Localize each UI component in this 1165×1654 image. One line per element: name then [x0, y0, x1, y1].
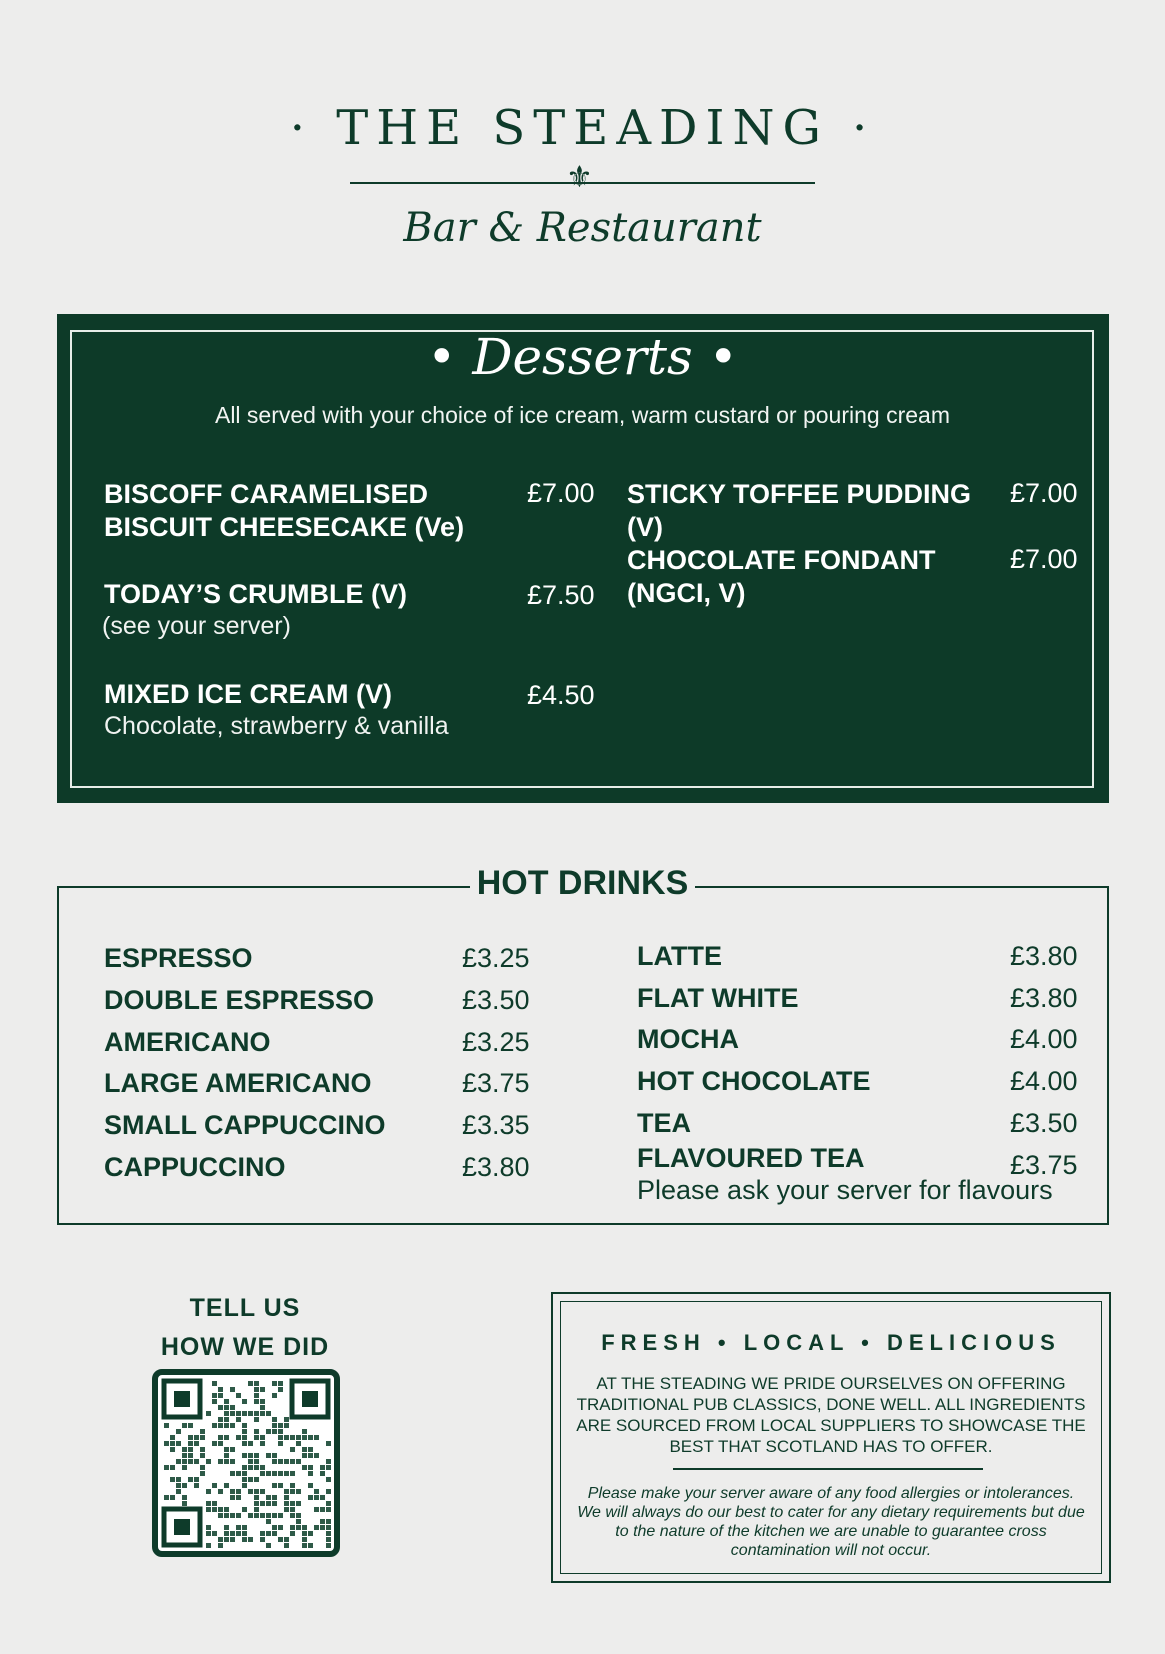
info-body: AT THE STEADING WE PRIDE OURSELVES ON OFFERING TRADITIONAL PUB CLASSICS, DONE WELL. ALL INGREDIENTS ARE SOURCED FROM LOCAL SUPPLIERS TO SHOWCASE THE BEST THAT SCOTLAND HAS TO OFFER.: [576, 1374, 1086, 1456]
drink-price: £3.35: [462, 1110, 530, 1140]
drink-price: £4.00: [1010, 1024, 1078, 1054]
dessert-price: £4.50: [527, 680, 595, 710]
dessert-name: TODAY’S CRUMBLE (V): [104, 579, 408, 609]
allergy-notice: Please make your server aware of any food allergies or intolerances. We will always do our best to cater for any dietary requirements but due to the nature of the kitchen we are unable to guarantee cross contamination will not occur.: [577, 1485, 1085, 1559]
drink-name: FLAVOURED TEA: [637, 1143, 865, 1173]
drink-price: £4.00: [1010, 1066, 1078, 1096]
drink-price: £3.75: [1010, 1150, 1078, 1180]
drink-price: £3.80: [462, 1152, 530, 1182]
dessert-name: STICKY TOFFEE PUDDING (V): [627, 479, 972, 542]
restaurant-subtitle: Bar & Restaurant: [403, 205, 762, 251]
dessert-price: £7.00: [1010, 478, 1078, 508]
drink-price: £3.25: [462, 1027, 530, 1057]
dessert-price: £7.50: [527, 580, 595, 610]
drink-price: £3.80: [1010, 983, 1078, 1013]
drink-name: FLAT WHITE: [637, 983, 799, 1013]
drink-name: TEA: [637, 1108, 691, 1138]
flavour-note: Please ask your server for flavours: [637, 1175, 1053, 1205]
drink-name: DOUBLE ESPRESSO: [104, 985, 375, 1015]
drink-name: ESPRESSO: [104, 943, 253, 973]
desserts-note: All served with your choice of ice cream, warm custard or pouring cream: [214, 402, 950, 428]
drink-name: MOCHA: [637, 1024, 739, 1054]
fleur-de-lis-icon: ⚜: [566, 160, 593, 195]
feedback-line-1: TELL US: [189, 1294, 301, 1322]
drink-price: £3.75: [462, 1068, 530, 1098]
qr-code[interactable]: [152, 1369, 340, 1557]
drink-price: £3.25: [462, 943, 530, 973]
dessert-price: £7.00: [1010, 544, 1078, 574]
drink-name: CAPPUCCINO: [104, 1152, 286, 1182]
drink-price: £3.50: [1010, 1108, 1078, 1138]
drink-name: LATTE: [637, 941, 722, 971]
drink-name: SMALL CAPPUCCINO: [104, 1110, 386, 1140]
desserts-title: • Desserts •: [426, 328, 738, 386]
drink-price: £3.80: [1010, 941, 1078, 971]
hot-drinks-title: HOT DRINKS: [476, 864, 689, 902]
dessert-name: CHOCOLATE FONDANT (NGCI, V): [627, 545, 936, 608]
dessert-description: (see your server): [102, 612, 291, 640]
drink-name: HOT CHOCOLATE: [637, 1066, 871, 1096]
info-divider: [673, 1468, 983, 1470]
feedback-line-2: HOW WE DID: [160, 1333, 330, 1361]
dessert-name: MIXED ICE CREAM (V): [104, 679, 393, 709]
dessert-description: Chocolate, strawberry & vanilla: [104, 712, 449, 740]
dessert-price: £7.00: [527, 478, 595, 508]
drink-price: £3.50: [462, 985, 530, 1015]
drink-name: AMERICANO: [104, 1027, 271, 1057]
qr-code-icon: [158, 1375, 334, 1551]
drink-name: LARGE AMERICANO: [104, 1068, 372, 1098]
dessert-name: BISCOFF CARAMELISED BISCUIT CHEESECAKE (Ve): [104, 479, 465, 542]
restaurant-name: · THE STEADING ·: [289, 100, 876, 156]
info-tagline: FRESH • LOCAL • DELICIOUS: [601, 1330, 1061, 1355]
